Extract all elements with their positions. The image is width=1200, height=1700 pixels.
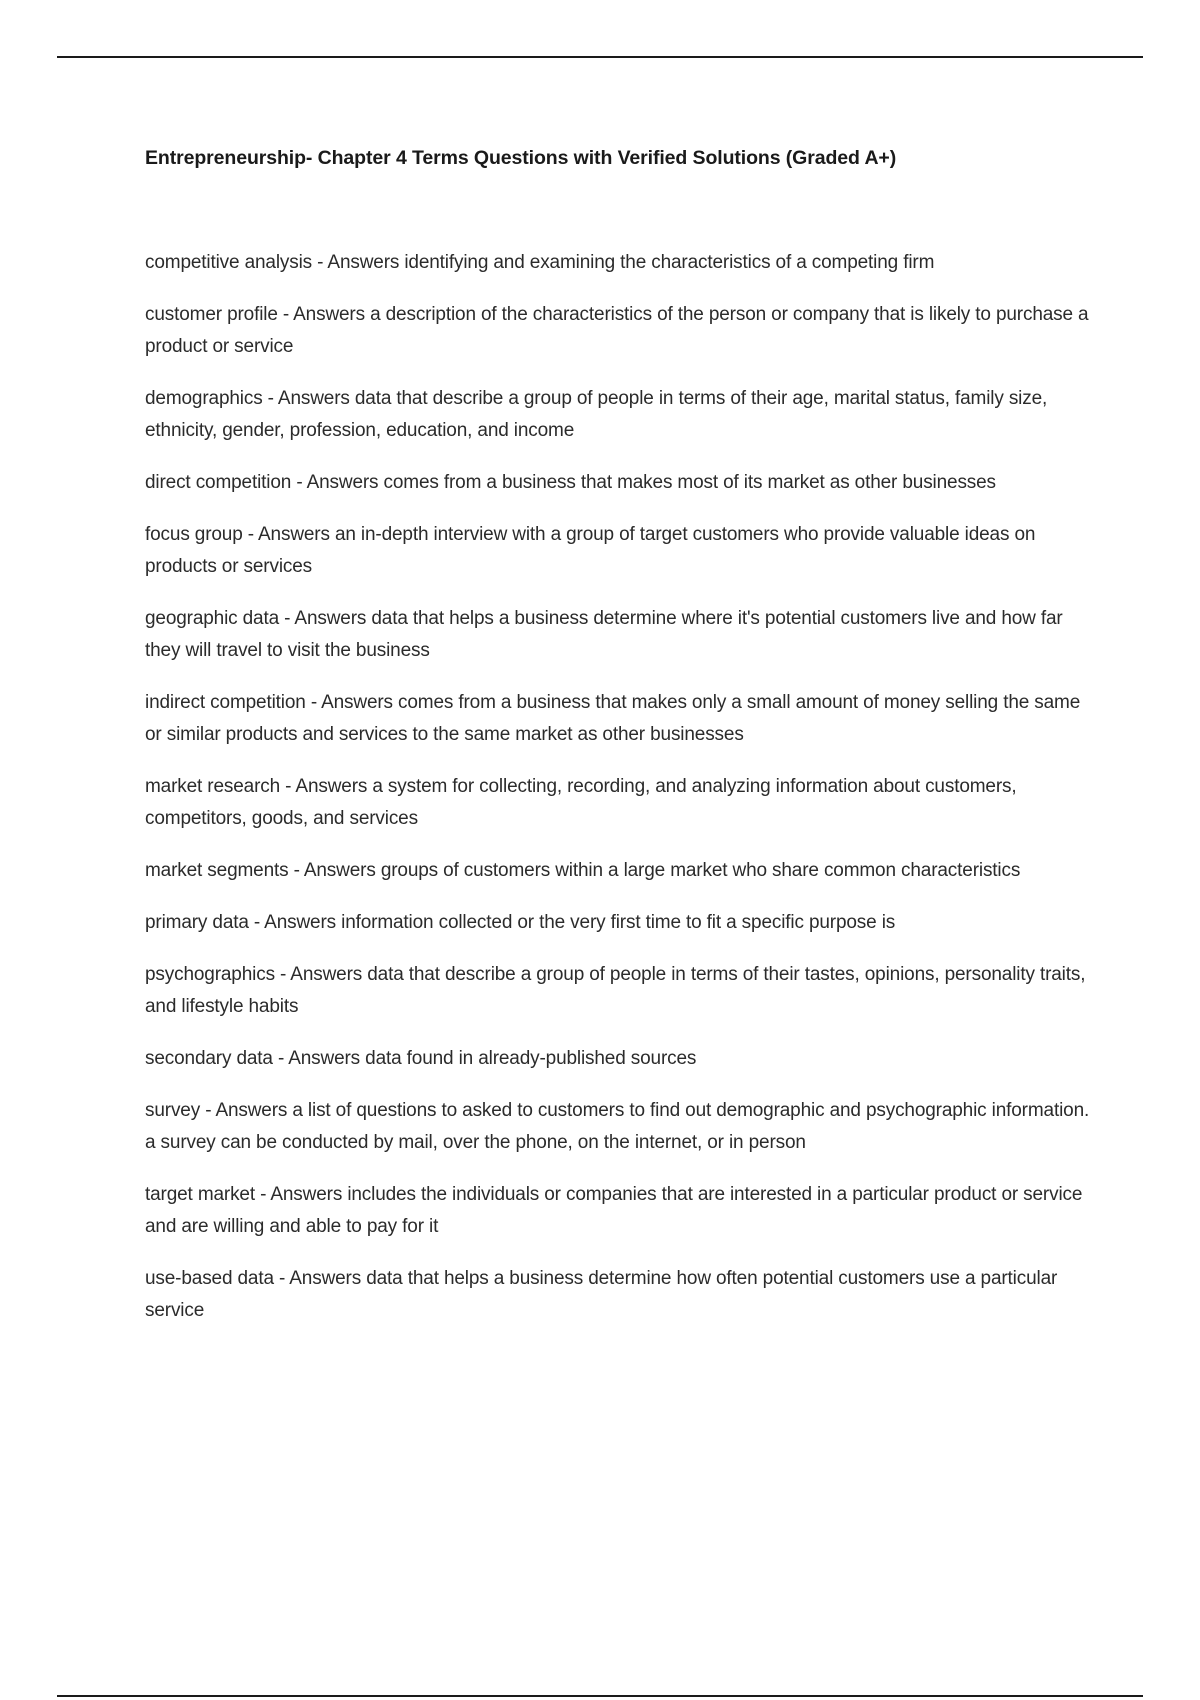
term-name: use-based data: [145, 1268, 274, 1289]
term-name: primary data: [145, 912, 249, 933]
term-entry: [145, 1263, 1090, 1327]
term-entry: [145, 1179, 1090, 1243]
term-entry: [145, 771, 1090, 835]
term-definition: identifying and examining the characteristics of a competing firm: [404, 252, 935, 273]
term-name: secondary data: [145, 1048, 273, 1069]
term-name: survey: [145, 1100, 201, 1121]
term-definition: a system for collecting, recording, and analyzing information about customers, competitors, goods, and services: [145, 776, 1017, 829]
term-separator: - Answers: [242, 524, 335, 545]
term-name: psychographics: [145, 964, 275, 985]
term-definition: data that helps a business determine how often potential customers use a particular service: [145, 1268, 1058, 1321]
term-entry: [145, 299, 1090, 363]
term-separator: - Answers: [312, 252, 405, 273]
term-separator: - Answers: [305, 692, 399, 713]
term-entry: [145, 855, 1090, 887]
term-definition: includes the individuals or companies that are interested in a particular product or service and are willing and able to pay for it: [145, 1184, 1083, 1237]
term-definition: data that helps a business determine where it's potential customers live and how far they will travel to visit the business: [145, 608, 1063, 661]
term-separator: - Answers: [277, 304, 371, 325]
term-name: geographic data: [145, 608, 280, 629]
term-definition: comes from a business that makes only a small amount of money selling the same or similar products and services to the same market as other businesses: [145, 692, 1081, 745]
top-divider: [57, 56, 1143, 58]
term-name: customer profile: [145, 304, 278, 325]
term-name: demographics: [145, 388, 263, 409]
term-separator: - Answers: [288, 860, 381, 881]
bottom-divider: [57, 1695, 1143, 1697]
term-definition: data found in already-published sources: [365, 1048, 697, 1069]
term-definition: data that describe a group of people in terms of their tastes, opinions, personality traits, and lifestyle habits: [145, 964, 1086, 1017]
term-entry: [145, 1095, 1090, 1159]
term-name: target market: [145, 1184, 255, 1205]
term-separator: - Answers: [273, 1268, 367, 1289]
term-separator: - Answers: [248, 912, 342, 933]
term-definition: information collected or the very first time to fit a specific purpose is: [341, 912, 896, 933]
term-definition: groups of customers within a large market who share common characteristics: [380, 860, 1021, 881]
term-entry: [145, 519, 1090, 583]
term-separator: - Answers: [272, 1048, 366, 1069]
term-name: direct competition: [145, 472, 292, 493]
term-name: focus group: [145, 524, 243, 545]
term-name: competitive analysis: [145, 252, 313, 273]
term-entry: [145, 907, 1090, 939]
term-entry: [145, 247, 1090, 279]
term-entry: [145, 383, 1090, 447]
term-definition: an in-depth interview with a group of target customers who provide valuable ideas on products or services: [145, 524, 1036, 577]
term-definition: comes from a business that makes most of its market as other businesses: [383, 472, 996, 493]
term-separator: - Answers: [274, 964, 368, 985]
term-name: market research: [145, 776, 281, 797]
term-separator: - Answers: [254, 1184, 348, 1205]
term-name: market segments: [145, 860, 289, 881]
term-entry: [145, 1043, 1090, 1075]
term-entry: [145, 603, 1090, 667]
term-entry: [145, 687, 1090, 751]
term-separator: - Answers: [280, 776, 373, 797]
term-name: indirect competition: [145, 692, 306, 713]
term-entry: [145, 959, 1090, 1023]
term-separator: - Answers: [291, 472, 384, 493]
term-separator: - Answers: [262, 388, 355, 409]
term-definition: a description of the characteristics of the person or company that is likely to purchase a product or service: [145, 304, 1089, 357]
term-definition: data that describe a group of people in terms of their age, marital status, family size, ethnicity, gender, profession, education, and income: [145, 388, 1048, 441]
page-title: Entrepreneurship- Chapter 4 Terms Questions with Verified Solutions (Graded A+): [145, 147, 897, 169]
term-list: [145, 247, 1090, 1347]
term-entry: [145, 467, 1090, 499]
term-definition: a list of questions to asked to customers to find out demographic and psychographic information. a survey can be conducted by mail, over the phone, on the internet, or in person: [145, 1100, 1090, 1153]
term-separator: - Answers: [279, 608, 372, 629]
term-separator: - Answers: [200, 1100, 293, 1121]
